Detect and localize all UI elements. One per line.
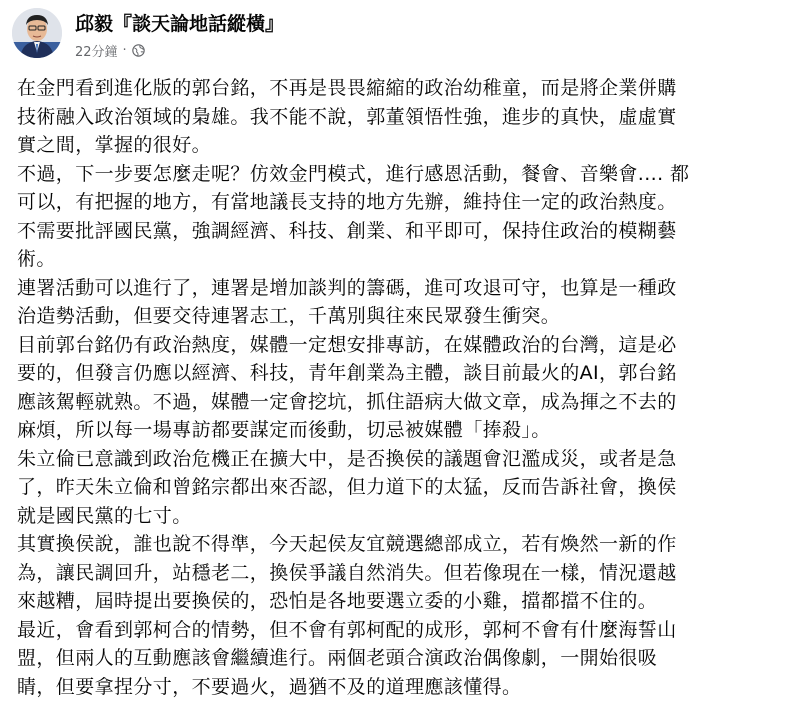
post-text-line: 術。 [17,248,56,270]
post-text-line: 就是國民黨的七寸。 [17,504,192,527]
post-text-line: 技術融入政治領域的梟雄。我不能不說，郭董領悟性強，進步的真快，虛虛實 [17,105,677,128]
post-meta [75,41,145,59]
meta-separator: · [122,42,127,58]
author-avatar[interactable] [12,8,62,58]
post-text-line: 應該駕輕就熟。不過，媒體一定會挖坑，抓住語病大做文章，成為揮之不去的 [17,390,677,413]
post-text-line: 治造勢活動，但要交待連署志工，千萬別與往來民眾發生衝突。 [17,305,561,327]
post-text-line: 為，讓民調回升，站穩老二，換侯爭議自然消失。但若像現在一樣，情況還越 [17,561,677,584]
post-text-line: 了，昨天朱立倫和曾銘宗都出來否認，但力道下的太猛，反而告訴社會，換侯 [17,476,677,498]
post-text-line: 其實換侯說，誰也說不得準，今天起侯友宜競選總部成立，若有煥然一新的作 [17,533,677,555]
post-text-line: 不過，下一步要怎麼走呢？仿效金門模式，進行感恩活動，餐會、音樂會.... 都 [17,162,690,185]
post-text-line: 來越糟，屆時提出要換侯的，恐怕是各地要選立委的小雞，擋都擋不住的。 [17,590,658,612]
post-text-line: 實之間，掌握的很好。 [17,134,212,156]
post-text-line: 要的，但發言仍應以經濟、科技，青年創業為主體，談目前最火的AI，郭台銘 [17,362,677,384]
post-text-line: 不需要批評國民黨，強調經濟、科技、創業、和平即可，保持住政治的模糊藝 [17,219,677,242]
author-name-link[interactable]: 邱毅『談天論地話縱橫』 [75,13,285,35]
post-text-line: 在金門看到進化版的郭台銘，不再是畏畏縮縮的政治幼稚童，而是將企業併購 [17,77,677,99]
globe-icon[interactable] [132,44,145,57]
post-text-line: 朱立倫已意識到政治危機正在擴大中，是否換侯的議題會氾濫成災，或者是急 [17,447,677,470]
post-text-line: 目前郭台銘仍有政治熱度，媒體一定想安排專訪，在媒體政治的台灣，這是必 [17,333,677,356]
post-timestamp[interactable]: 22分鐘 [75,44,118,60]
post-text-line: 睛，但要拿捏分寸，不要過火，過猶不及的道理應該懂得。 [17,675,522,698]
post-text-line: 盟，但兩人的互動應該會繼續進行。兩個老頭合演政治偶像劇，一開始很吸 [17,647,658,669]
post-header [12,8,782,64]
post-text-line: 連署活動可以進行了，連署是增加談判的籌碼，進可攻退可守，也算是一種政 [17,276,677,299]
post-text-line: 可以，有把握的地方，有當地議長支持的地方先辦，維持住一定的政治熱度。 [17,191,677,213]
post-text [17,74,779,701]
profile-photo-avatar-icon [12,8,62,58]
post-text-line: 最近，會看到郭柯合的情勢，但不會有郭柯配的成形，郭柯不會有什麼海誓山 [17,618,677,641]
post-text-line: 麻煩，所以每一場專訪都要謀定而後動，切忌被媒體「捧殺」。 [17,419,551,441]
